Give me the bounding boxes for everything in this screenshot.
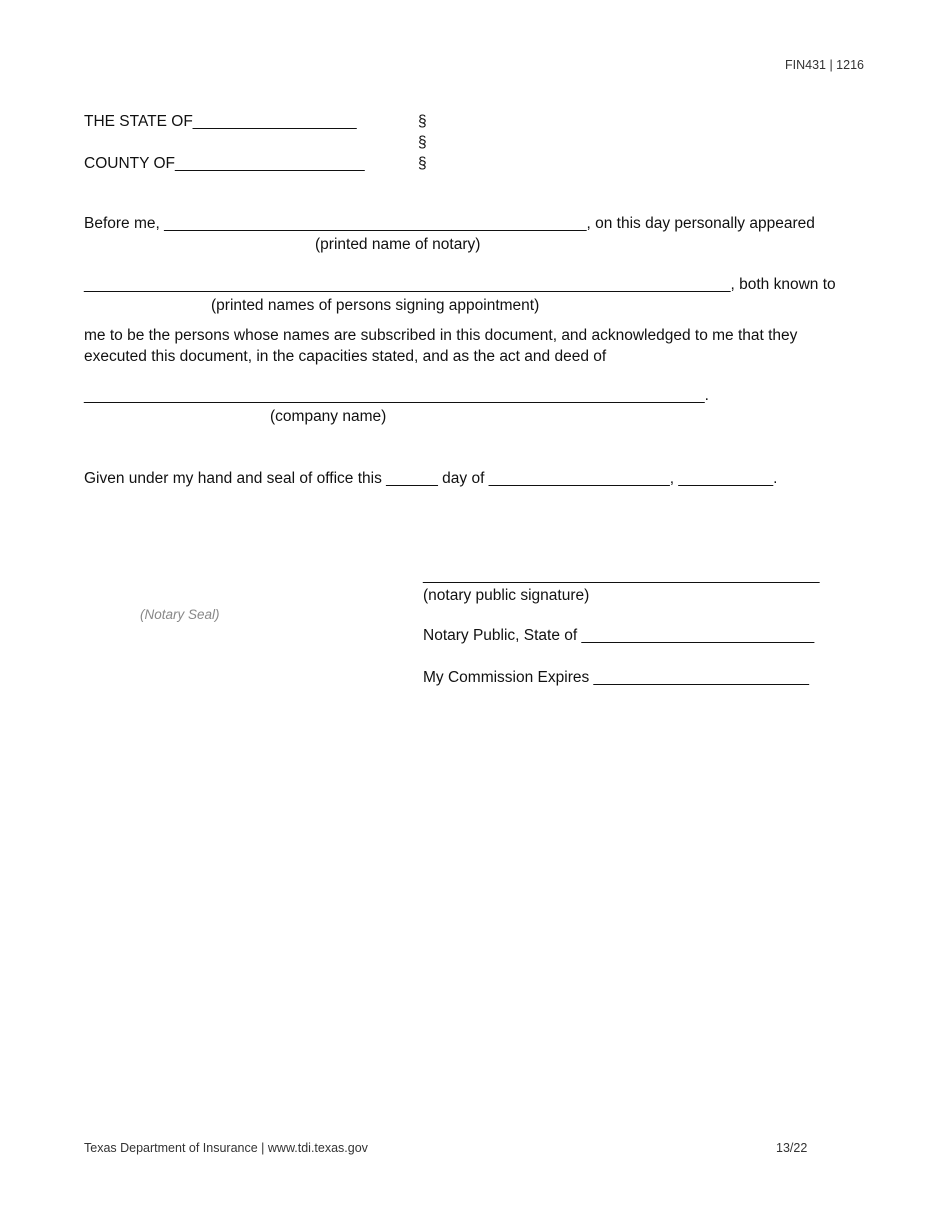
section-mark: § xyxy=(418,113,427,130)
given-under-hand-line: Given under my hand and seal of office this ______ day of _____________________, ___________. xyxy=(84,470,778,487)
notary-seal-label: (Notary Seal) xyxy=(140,607,220,622)
signature-line: ______________________________________________ xyxy=(423,567,820,584)
company-caption: (company name) xyxy=(270,408,387,425)
state-of-blank: ___________________ xyxy=(192,113,357,130)
state-of-line xyxy=(84,112,357,132)
county-of-blank: ______________________ xyxy=(175,155,365,172)
section-mark: § xyxy=(418,155,427,172)
state-of-label: THE STATE OF xyxy=(84,113,193,130)
persons-line: ___________________________________________________________________________, both known to xyxy=(84,276,836,293)
company-line: ________________________________________________________________________. xyxy=(84,387,709,404)
commission-expires-line: My Commission Expires _________________________ xyxy=(423,669,810,686)
county-of-line xyxy=(84,154,365,174)
before-me-line: Before me, _________________________________________________, on this day personally appeared xyxy=(84,215,815,232)
notary-state-line: Notary Public, State of ___________________________ xyxy=(423,627,815,644)
form-id: FIN431 | 1216 xyxy=(785,58,864,72)
page-number: 13/22 xyxy=(776,1141,808,1155)
signature-caption: (notary public signature) xyxy=(423,587,590,604)
acknowledgment-text-line-2: executed this document, in the capacities stated, and as the act and deed of xyxy=(84,348,607,365)
footer-agency: Texas Department of Insurance | www.tdi.texas.gov xyxy=(84,1141,368,1155)
persons-caption: (printed names of persons signing appointment) xyxy=(211,297,540,314)
notary-name-caption: (printed name of notary) xyxy=(315,236,481,253)
acknowledgment-text-line-1: me to be the persons whose names are subscribed in this document, and acknowledged to me that they xyxy=(84,327,798,344)
county-of-label: COUNTY OF xyxy=(84,155,175,172)
section-mark: § xyxy=(418,134,427,151)
